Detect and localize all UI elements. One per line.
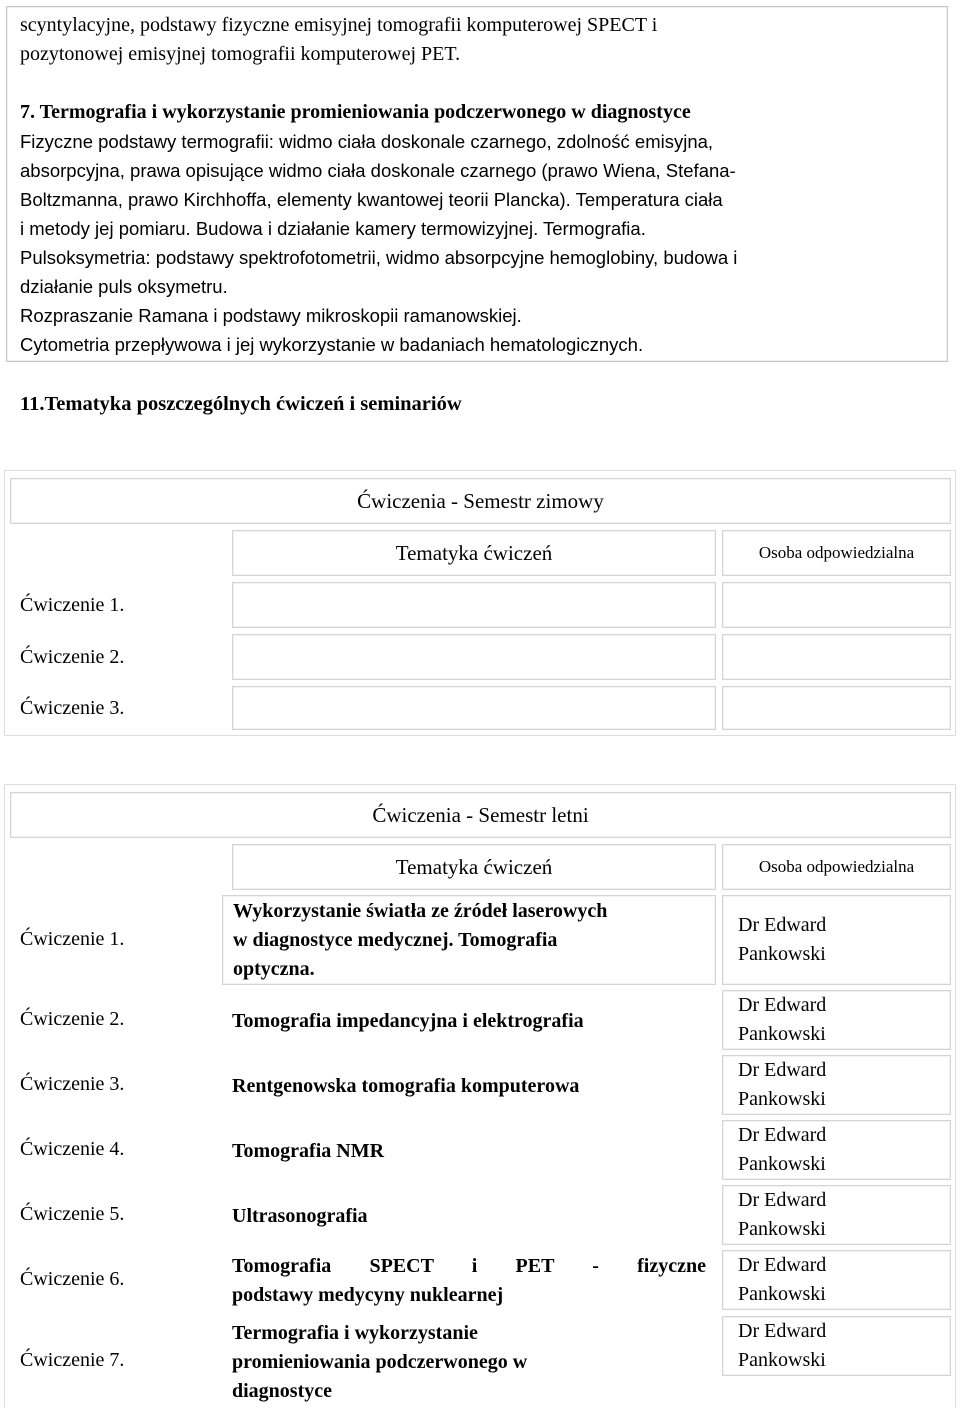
text-line: Pulsoksymetria: podstawy spektrofotometrii, widmo absorpcyjne hemoglobiny, budowa i <box>20 247 738 268</box>
text-line: pozytonowej emisyjnej tomografii komputerowej PET. <box>20 43 461 65</box>
topic-text: Tomografia SPECT i PET - fizyczne <box>232 1255 706 1277</box>
column-header: Tematyka ćwiczeń <box>395 854 553 879</box>
topic-cell <box>232 582 716 628</box>
person-name: Dr Edward <box>738 1254 827 1276</box>
exercise-label: Ćwiczenie 2. <box>20 1008 125 1030</box>
person-name: Dr Edward <box>738 914 827 936</box>
topic-cell <box>222 1055 716 1117</box>
person-name: Pankowski <box>738 1153 826 1175</box>
topic-text: Rentgenowska tomografia komputerowa <box>232 1074 580 1097</box>
topic-cell <box>232 634 716 680</box>
topic-text: Ultrasonografia <box>232 1204 368 1227</box>
text-line: Boltzmanna, prawo Kirchhoffa, elementy kwantowej teorii Plancka). Temperatura ciała <box>20 189 723 210</box>
winter-col-topic <box>232 530 716 576</box>
topic-text: promieniowania podczerwonego w <box>232 1350 528 1373</box>
person-cell <box>722 1055 951 1115</box>
exercise-label: Ćwiczenie 2. <box>20 646 125 668</box>
person-name: Dr Edward <box>738 1124 827 1146</box>
exercise-label: Ćwiczenie 3. <box>20 1073 125 1095</box>
section-heading: 11.Tematyka poszczególnych ćwiczeń i seminariów <box>20 393 462 415</box>
exercise-label: Ćwiczenie 3. <box>20 697 125 719</box>
person-cell <box>722 1185 951 1245</box>
topic-text: optyczna. <box>233 957 315 980</box>
exercise-label: Ćwiczenie 7. <box>20 1349 125 1371</box>
winter-table-title <box>10 478 951 524</box>
person-name: Pankowski <box>738 1218 826 1240</box>
person-cell <box>722 1120 951 1180</box>
table-title: Ćwiczenia - Semestr zimowy <box>357 488 604 513</box>
person-name: Dr Edward <box>738 1059 827 1081</box>
text-line: Cytometria przepływowa i jej wykorzystanie w badaniach hematologicznych. <box>20 334 644 355</box>
exercise-label: Ćwiczenie 5. <box>20 1203 125 1225</box>
column-header: Osoba odpowiedzialna <box>758 543 915 562</box>
column-header: Osoba odpowiedzialna <box>758 857 915 876</box>
text-line: scyntylacyjne, podstawy fizyczne emisyjnej tomografii komputerowej SPECT i <box>20 14 658 36</box>
person-cell <box>722 990 951 1050</box>
text-line: działanie puls oksymetru. <box>20 276 228 297</box>
topic-text: Tomografia NMR <box>232 1139 385 1162</box>
exercise-label: Ćwiczenie 4. <box>20 1138 125 1160</box>
summer-col-person <box>722 844 951 890</box>
topic-cell <box>222 1185 716 1247</box>
topic-cell <box>222 1316 716 1408</box>
summer-table-title <box>10 792 951 838</box>
topic-cell <box>232 686 716 730</box>
topic-cell <box>222 990 716 1052</box>
person-cell <box>722 686 951 730</box>
person-cell <box>722 1250 951 1310</box>
person-name: Pankowski <box>738 1023 826 1045</box>
topic-cell <box>222 1120 716 1182</box>
topic-text: podstawy medycyny nuklearnej <box>232 1284 504 1306</box>
topic-text: Tomografia impedancyjna i elektrografia <box>232 1009 584 1032</box>
summer-col-topic <box>232 844 716 890</box>
person-cell <box>722 895 951 985</box>
text-line: Rozpraszanie Ramana i podstawy mikroskopii ramanowskiej. <box>20 305 522 326</box>
winter-col-person <box>722 530 951 576</box>
topic-text: w diagnostyce medycznej. Tomografia <box>233 928 558 951</box>
person-name: Pankowski <box>738 1349 826 1371</box>
text-line: Fizyczne podstawy termografii: widmo ciała doskonale czarnego, zdolność emisyjna, <box>20 131 714 152</box>
person-name: Dr Edward <box>738 994 827 1016</box>
person-name: Pankowski <box>738 1283 826 1305</box>
person-name: Pankowski <box>738 943 826 965</box>
topic-text: Wykorzystanie światła ze źródeł laserowych <box>233 899 608 922</box>
person-cell <box>722 634 951 680</box>
topic-text: diagnostyce <box>232 1379 332 1402</box>
exercise-label: Ćwiczenie 6. <box>20 1268 125 1290</box>
exercise-label: Ćwiczenie 1. <box>20 594 125 616</box>
topic-cell <box>222 1250 716 1312</box>
topic-text: Termografia i wykorzystanie <box>232 1321 478 1344</box>
person-name: Dr Edward <box>738 1189 827 1211</box>
topic-cell <box>222 895 716 985</box>
topic-heading: 7. Termografia i wykorzystanie promieniowania podczerwonego w diagnostyce <box>20 101 691 123</box>
column-header: Tematyka ćwiczeń <box>395 540 553 565</box>
person-name: Pankowski <box>738 1088 826 1110</box>
table-title: Ćwiczenia - Semestr letni <box>372 802 589 827</box>
text-line: absorpcyjna, prawa opisujące widmo ciała doskonale czarnego (prawo Wiena, Stefana- <box>20 160 736 181</box>
text-line: i metody jej pomiaru. Budowa i działanie kamery termowizyjnej. Termografia. <box>20 218 646 239</box>
person-cell <box>722 1316 951 1376</box>
exercise-label: Ćwiczenie 1. <box>20 928 125 950</box>
person-name: Dr Edward <box>738 1320 827 1342</box>
person-cell <box>722 582 951 628</box>
